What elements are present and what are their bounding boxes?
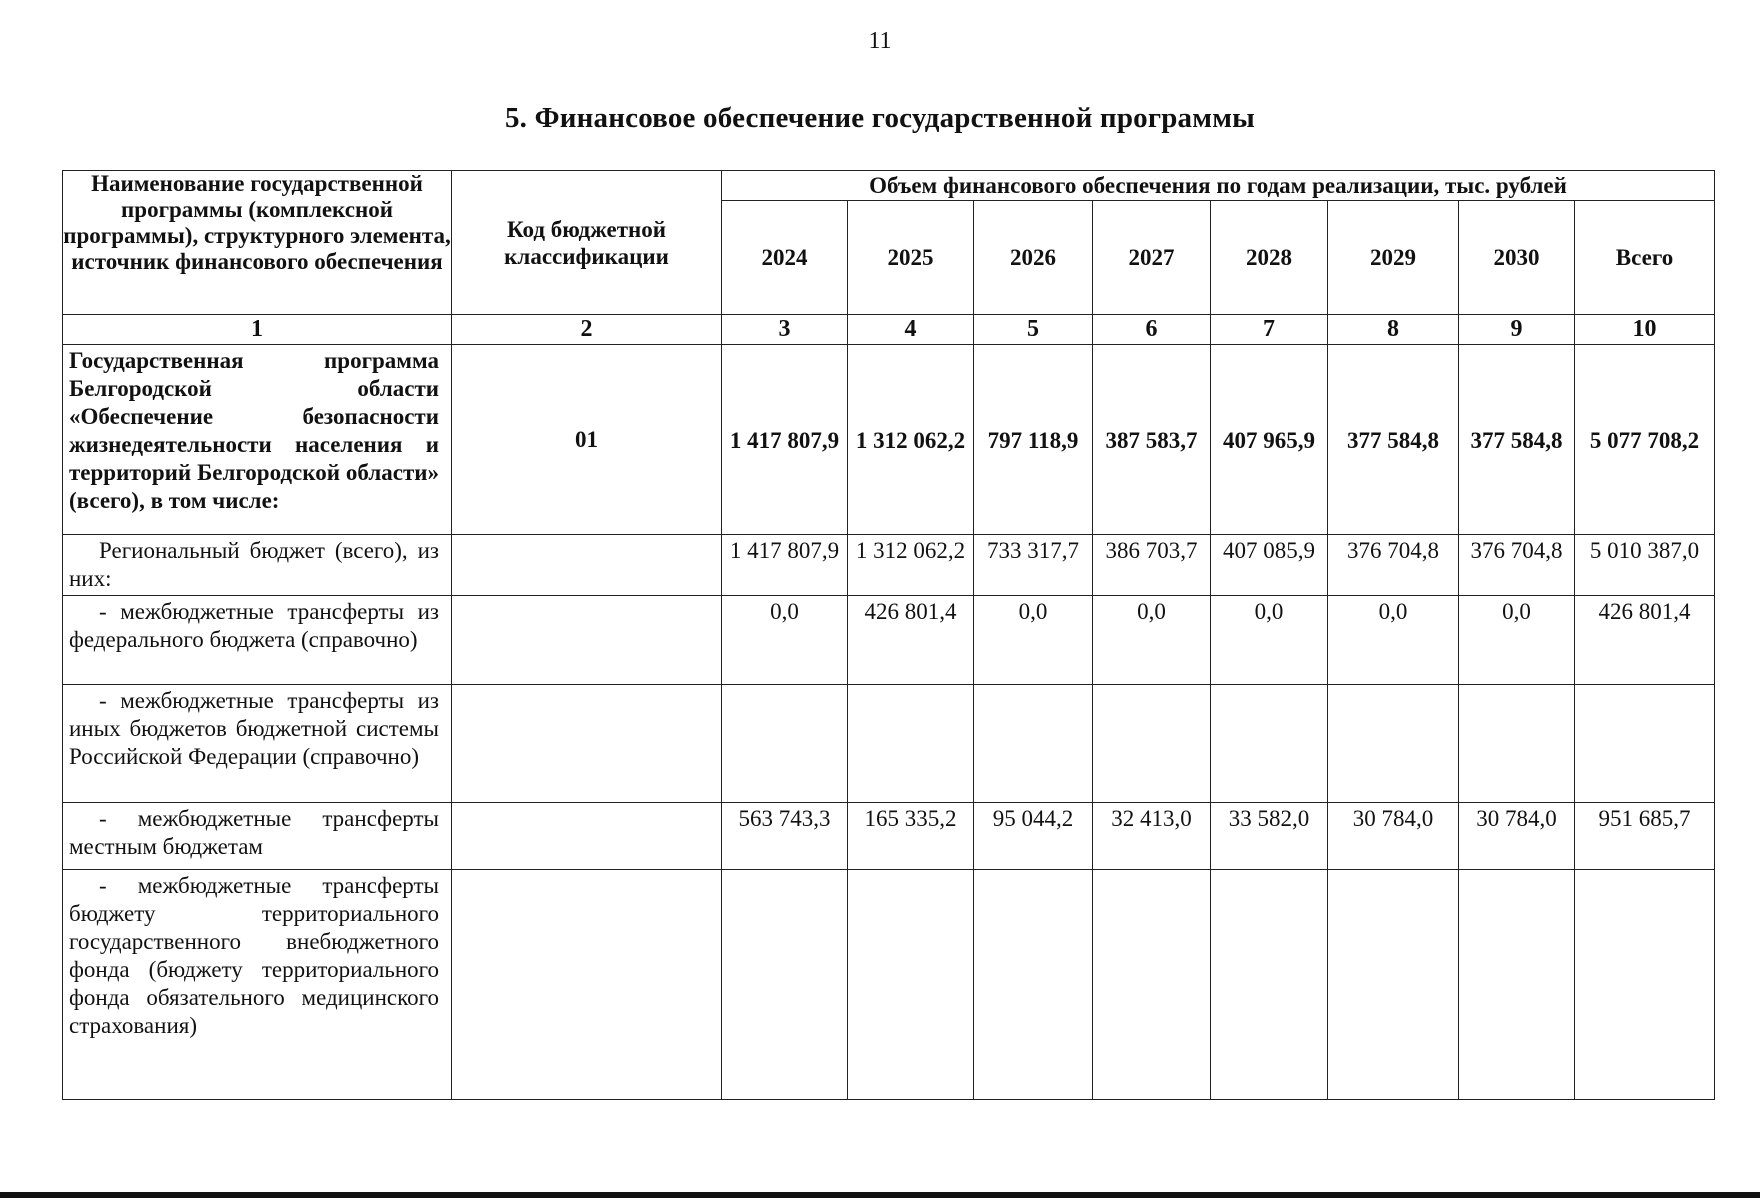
- section-heading: 5. Финансовое обеспечение государственной программы: [504, 102, 1256, 134]
- column-number: 7: [1211, 315, 1328, 345]
- row-name: - межбюджетные трансферты местным бюджетам: [63, 803, 452, 870]
- value-2027: 32 413,0: [1093, 803, 1211, 870]
- header-row-1: [63, 171, 1715, 201]
- value-2030: 376 704,8: [1459, 535, 1575, 596]
- header-year-2024: 2024: [722, 201, 848, 315]
- budget-code: [452, 596, 722, 685]
- header-year-2026: 2026: [974, 201, 1093, 315]
- value-2025: 1 312 062,2: [848, 535, 974, 596]
- value-total: 426 801,4: [1575, 596, 1715, 685]
- value-2024: 1 417 807,9: [722, 535, 848, 596]
- column-number: 9: [1459, 315, 1575, 345]
- value-2030: 0,0: [1459, 596, 1575, 685]
- value-2030: [1459, 685, 1575, 803]
- value-2029: 0,0: [1328, 596, 1459, 685]
- value-2024: 1 417 807,9: [722, 345, 848, 535]
- value-2029: [1328, 685, 1459, 803]
- value-2027: 386 703,7: [1093, 535, 1211, 596]
- value-2028: [1211, 870, 1328, 1100]
- header-year-2025: 2025: [848, 201, 974, 315]
- value-2024: [722, 685, 848, 803]
- value-total: [1575, 685, 1715, 803]
- value-2027: 0,0: [1093, 596, 1211, 685]
- value-2024: 563 743,3: [722, 803, 848, 870]
- header-total: Всего: [1575, 201, 1715, 315]
- page-number: 11: [868, 28, 892, 54]
- value-2026: 797 118,9: [974, 345, 1093, 535]
- value-2027: [1093, 685, 1211, 803]
- header-volume-group: Объем финансового обеспечения по годам реализации, тыс. рублей: [722, 171, 1715, 201]
- value-2025: 426 801,4: [848, 596, 974, 685]
- value-total: [1575, 870, 1715, 1100]
- budget-code: [452, 535, 722, 596]
- row-name: - межбюджетные трансферты бюджету территориального государственного внебюджетного фонда (бюджету территориального фонда обязательного медицинского страхования): [63, 870, 452, 1100]
- value-2029: [1328, 870, 1459, 1100]
- header-code-column: Код бюджетной классификации: [452, 171, 722, 315]
- header-name-column: Наименование государственной программы (комплексной программы), структурного элемента, источник финансового обеспечения: [63, 171, 452, 315]
- value-2030: [1459, 870, 1575, 1100]
- value-total: 5 077 708,2: [1575, 345, 1715, 535]
- table-row: [63, 345, 1715, 535]
- value-2028: 407 965,9: [1211, 345, 1328, 535]
- value-2024: [722, 870, 848, 1100]
- financing-table: [62, 170, 1715, 1100]
- value-2029: 30 784,0: [1328, 803, 1459, 870]
- value-2025: 1 312 062,2: [848, 345, 974, 535]
- table-row: [63, 596, 1715, 685]
- value-2028: 407 085,9: [1211, 535, 1328, 596]
- table-row: [63, 685, 1715, 803]
- value-2026: 733 317,7: [974, 535, 1093, 596]
- value-2026: [974, 685, 1093, 803]
- column-number: 1: [63, 315, 452, 345]
- value-2029: 377 584,8: [1328, 345, 1459, 535]
- row-name: - межбюджетные трансферты из федерального бюджета (справочно): [63, 596, 452, 685]
- column-number: 2: [452, 315, 722, 345]
- budget-code: [452, 803, 722, 870]
- column-number: 4: [848, 315, 974, 345]
- value-2030: 30 784,0: [1459, 803, 1575, 870]
- column-number: 10: [1575, 315, 1715, 345]
- budget-code: [452, 870, 722, 1100]
- value-2028: [1211, 685, 1328, 803]
- value-2027: [1093, 870, 1211, 1100]
- column-number-row: [63, 315, 1715, 345]
- value-total: 951 685,7: [1575, 803, 1715, 870]
- row-name: Региональный бюджет (всего), из них:: [63, 535, 452, 596]
- value-2030: 377 584,8: [1459, 345, 1575, 535]
- header-year-2027: 2027: [1093, 201, 1211, 315]
- table-row: [63, 803, 1715, 870]
- value-2026: 0,0: [974, 596, 1093, 685]
- bottom-page-rule: [0, 1192, 1760, 1198]
- value-2028: 33 582,0: [1211, 803, 1328, 870]
- header-year-2028: 2028: [1211, 201, 1328, 315]
- value-2024: 0,0: [722, 596, 848, 685]
- value-2028: 0,0: [1211, 596, 1328, 685]
- value-2025: [848, 870, 974, 1100]
- table-row: [63, 870, 1715, 1100]
- value-2026: 95 044,2: [974, 803, 1093, 870]
- budget-code: [452, 685, 722, 803]
- value-2025: [848, 685, 974, 803]
- header-year-2029: 2029: [1328, 201, 1459, 315]
- header-year-2030: 2030: [1459, 201, 1575, 315]
- table-row: [63, 535, 1715, 596]
- value-2025: 165 335,2: [848, 803, 974, 870]
- budget-code: 01: [452, 345, 722, 535]
- column-number: 3: [722, 315, 848, 345]
- row-name: - межбюджетные трансферты из иных бюджетов бюджетной системы Российской Федерации (справочно): [63, 685, 452, 803]
- column-number: 8: [1328, 315, 1459, 345]
- column-number: 6: [1093, 315, 1211, 345]
- value-2026: [974, 870, 1093, 1100]
- value-2027: 387 583,7: [1093, 345, 1211, 535]
- value-total: 5 010 387,0: [1575, 535, 1715, 596]
- row-name: Государственная программа Белгородской области «Обеспечение безопасности жизнедеятельности населения и территорий Белгородской области» (всего), в том числе:: [63, 345, 452, 535]
- value-2029: 376 704,8: [1328, 535, 1459, 596]
- column-number: 5: [974, 315, 1093, 345]
